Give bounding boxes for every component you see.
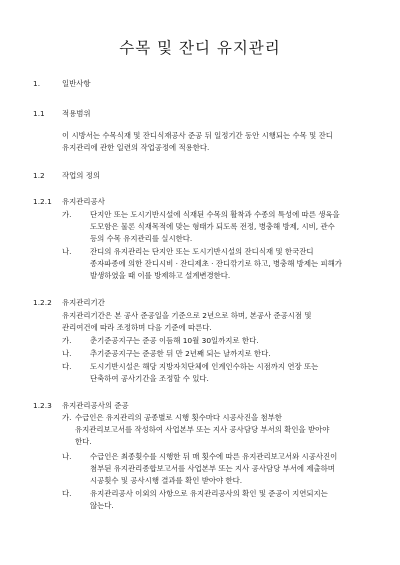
- document-title: 수목 및 잔디 유지관리: [119, 39, 281, 57]
- list-item-line: 단축하여 공사기간을 조정할 수 있다.: [90, 374, 209, 383]
- list-item-line: 도모함은 물론 식재목적에 맞는 형태가 되도록 전정, 병충해 방제, 시비, 관수: [90, 222, 335, 231]
- section-1-2-3-number: 1.2.3: [33, 401, 52, 410]
- list-marker: 다.: [62, 489, 72, 498]
- section-1-number: 1.: [33, 79, 41, 88]
- list-marker: 나.: [62, 452, 72, 461]
- list-item-line: 등의 수목 유지관리를 실시한다.: [90, 234, 193, 243]
- list-item-line: 유지관리보고서를 작성하여 사업본부 또는 지사 공사담당 부서의 확인을 받아야: [75, 425, 330, 434]
- list-marker: 다.: [62, 362, 72, 371]
- section-1-2-2-heading: 유지관리기간: [62, 298, 105, 307]
- list-marker: 가.: [62, 210, 72, 219]
- list-item-line: 잔디의 유지관리는 단지안 또는 도시기반시설의 잔디식재 및 한국잔디: [90, 247, 314, 256]
- paragraph-line: 이 시방서는 수목식재 및 잔디식재공사 준공 뒤 일정기간 동안 시행되는 수목 및 잔디: [62, 131, 333, 140]
- section-1-1-heading: 적용범위: [62, 109, 91, 118]
- list-item-line: 단지안 또는 도시기반시설에 식재된 수목의 활착과 수종의 특성에 따른 생육을: [90, 210, 340, 219]
- section-1-1-number: 1.1: [33, 109, 45, 118]
- list-item-line: 수급인은 유지관리의 공종별로 시행 횟수마다 시공사진을 첨부한: [75, 413, 282, 422]
- list-marker: 나.: [62, 247, 72, 256]
- list-item-line: 유지관리공사 이외의 사항으로 유지관리공사의 확인 및 준공이 지연되지는: [90, 489, 328, 498]
- section-1-2-1-heading: 유지관리공사: [62, 197, 105, 206]
- list-item-line: 않는다.: [90, 501, 114, 510]
- list-item-line: 시공횟수 및 공사시행 결과를 확인 받아야 한다.: [90, 476, 243, 485]
- paragraph-line: 유지관리에 관한 일련의 작업공정에 적용한다.: [62, 143, 210, 152]
- section-1-2-2-number: 1.2.2: [33, 298, 52, 307]
- list-marker: 가.: [62, 336, 72, 345]
- list-marker: 가.: [62, 413, 72, 422]
- list-item-line: 한다.: [75, 437, 92, 446]
- section-1-2-3-heading: 유지관리공사의 준공: [62, 401, 129, 410]
- list-item-line: 도시기반시설은 해당 지방자치단체에 인계인수하는 시점까지 연장 또는: [90, 362, 319, 371]
- list-item-line: 추기준공지구는 준공한 뒤 만 2년째 되는 날까지로 한다.: [90, 349, 271, 358]
- list-item-line: 춘기준공지구는 준공 이듬해 10월 30일까지로 한다.: [90, 336, 259, 345]
- section-1-2-number: 1.2: [33, 171, 45, 180]
- list-item-line: 종자파종에 의한 잔디시비 · 잔디제초 · 잔디깎기로 하고, 병충해 방제는 피해가: [90, 259, 342, 268]
- list-item-line: 첨부된 유지관리종합보고서를 사업본부 또는 지사 공사담당 부서에 제출하며: [90, 464, 335, 473]
- section-1-2-heading: 작업의 정의: [62, 171, 101, 180]
- section-1-heading: 일반사항: [62, 79, 91, 88]
- paragraph-line: 관리여건에 따라 조정하며 다음 기준에 따른다.: [62, 323, 212, 332]
- list-marker: 나.: [62, 349, 72, 358]
- section-1-2-1-number: 1.2.1: [33, 197, 52, 206]
- list-item-line: 발생하였을 때 이를 방제하고 설계변경한다.: [90, 271, 231, 280]
- list-item-line: 수급인은 최종횟수를 시행한 뒤 매 횟수에 따른 유지관리보고서와 시공사진이: [90, 452, 338, 461]
- paragraph-line: 유지관리기간은 본 공사 준공일을 기준으로 2년으로 하며, 본공사 준공시점 및: [62, 311, 312, 320]
